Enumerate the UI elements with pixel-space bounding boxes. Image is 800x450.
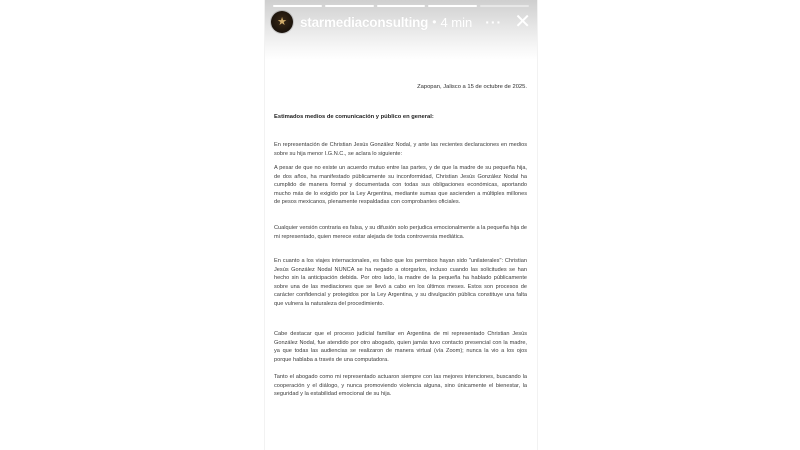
close-icon[interactable]: ✕ xyxy=(514,11,531,33)
paragraph: A pesar de que no existe un acuerdo mutuo entre las partes, y de que la madre de su pequeña hija, de dos años, ha manifestado públicamente su inconformidad, Christian Jesús González Nodal ha cumplido de manera formal y documentada con todas sus obligaciones económicas, aportando mucho más de lo exigido por la Ley Argentina, mediante sumas que ascienden a múltiples millones de pesos mexicanos, plenamente respaldadas con comprobantes oficiales. xyxy=(274,165,527,205)
more-options-icon[interactable]: ··· xyxy=(485,14,503,30)
username-link[interactable]: starmediaconsulting xyxy=(300,14,429,30)
paragraph: Cualquier versión contraria es falsa, y su difusión solo perjudica emocionalmente a la pequeña hija de mi representado, quien merece estar alejada de toda controversia mediática. xyxy=(274,225,527,240)
salutation: Estimados medios de comunicación y público en general: xyxy=(274,114,434,120)
date-line: Zapopan, Jalisco a 15 de octubre de 2025. xyxy=(417,84,527,90)
statement-document xyxy=(274,0,527,450)
separator-dot: • xyxy=(432,15,437,29)
paragraph: En representación de Christian Jesús González Nodal, y ante las recientes declaraciones en medios sobre su hija menor I.G.N.C., se aclara lo siguiente: xyxy=(274,142,527,157)
paragraph: Cabe destacar que el proceso judicial familiar en Argentina de mi representado Christian Jesús González Nodal, fue atendido por otro abogado, quien jamás tuvo contacto presencial con la madre, ya que todas las audiencias se realizaron de manera virtual (vía Zoom); nunca la vio a los ojos porque hablaba a través de una computadora. xyxy=(274,331,527,363)
post-time: 4 min xyxy=(440,14,473,30)
star-logo-icon: ★ xyxy=(277,15,287,28)
story-viewer[interactable] xyxy=(264,0,538,450)
paragraph: Tanto el abogado como mi representado actuaron siempre con las mejores intenciones, buscando la cooperación y el diálogo, y nunca promoviendo violencia alguna, sino únicamente el bienestar, la seguridad y la estabilidad emocional de su hija. xyxy=(274,374,527,397)
paragraph: En cuanto a los viajes internacionales, es falso que los permisos hayan sido "unilaterales": Christian Jesús González Nodal NUNCA se ha negado a otorgarlos, incluso cuando las solicitudes se han hecho sin la anticipación debida. Por otro lado, la madre de la pequeña ha hablado públicamente sobre una de las mediaciones que se llevó a cabo en los últimos meses. Estos son procesos de carácter confidencial y protegidos por la Ley Argentina, y su divulgación pública constituye una falta que vulnera la naturaleza del procedimiento. xyxy=(274,258,527,307)
